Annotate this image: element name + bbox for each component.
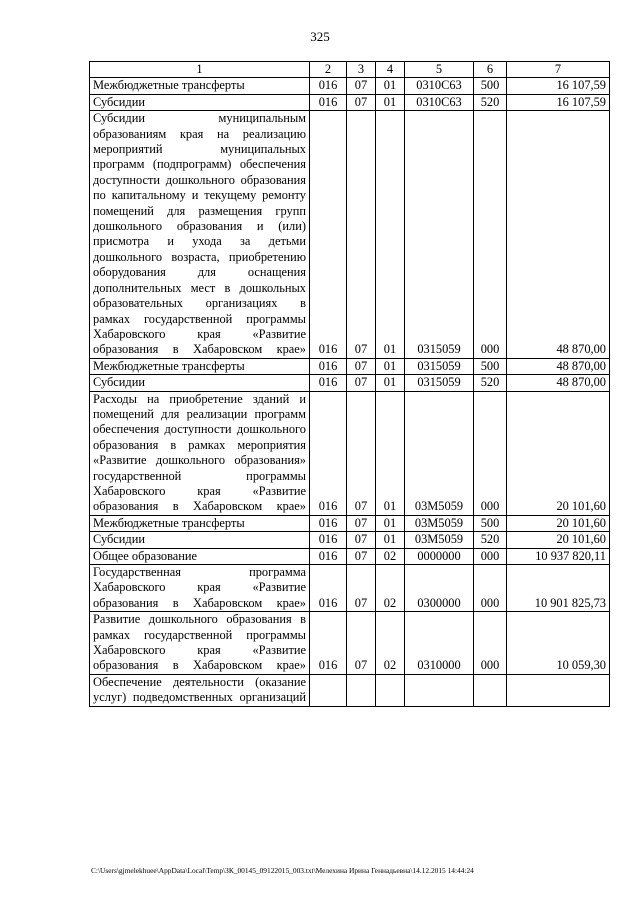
table-row bbox=[90, 548, 610, 564]
row-subsection-cell: 01 bbox=[376, 358, 405, 374]
row-name-cell: Государственная программа Хабаровского края «Развитие образования в Хабаровском крае» bbox=[90, 565, 310, 612]
row-subsection-cell: 01 bbox=[376, 532, 405, 548]
row-amount-cell: 20 101,60 bbox=[507, 515, 610, 531]
row-code-cell: 016 bbox=[310, 612, 347, 675]
row-target-cell: 0315059 bbox=[405, 358, 474, 374]
header-cell: 1 bbox=[90, 62, 310, 78]
row-section-cell: 07 bbox=[347, 94, 376, 110]
row-type-cell: 500 bbox=[474, 515, 507, 531]
row-type-cell: 000 bbox=[474, 391, 507, 515]
row-type-cell: 000 bbox=[474, 612, 507, 675]
row-name-cell: Развитие дошкольного образования в рамках государственной программы Хабаровского края «Развитие образования в Хабаровском крае» bbox=[90, 612, 310, 675]
row-name-cell: Субсидии муниципальным образованиям края на реализацию мероприятий муниципальных программ (подпрограмм) обеспечения доступности дошкольного образования по капитальному и текущему ремонту помещений для размещения групп дошкольного образования и (или) присмотра и ухода за детьми дошкольного возраста, приобретению оборудования для оснащения дополнительных мест в дошкольных образовательных организациях в рамках государственной программы Хабаровского края «Развитие образования в Хабаровском крае» bbox=[90, 111, 310, 359]
row-amount-cell: 48 870,00 bbox=[507, 111, 610, 359]
row-section-cell: 07 bbox=[347, 565, 376, 612]
row-section-cell: 07 bbox=[347, 78, 376, 94]
table-row bbox=[90, 674, 610, 706]
row-type-cell: 520 bbox=[474, 532, 507, 548]
row-type-cell: 520 bbox=[474, 94, 507, 110]
row-subsection-cell: 01 bbox=[376, 515, 405, 531]
row-amount-cell: 10 059,30 bbox=[507, 612, 610, 675]
row-code-cell: 016 bbox=[310, 375, 347, 391]
row-subsection-cell: 01 bbox=[376, 391, 405, 515]
row-amount-cell: 20 101,60 bbox=[507, 391, 610, 515]
row-name-cell: Расходы на приобретение зданий и помещений для реализации программ обеспечения доступности дошкольного образования в рамках мероприятия «Развитие дошкольного образования» государственной программы Хабаровского края «Развитие образования в Хабаровском крае» bbox=[90, 391, 310, 515]
row-section-cell: 07 bbox=[347, 532, 376, 548]
row-target-cell: 0310000 bbox=[405, 612, 474, 675]
table-body bbox=[90, 62, 610, 707]
row-target-cell: 0300000 bbox=[405, 565, 474, 612]
row-subsection-cell: 02 bbox=[376, 565, 405, 612]
row-amount-cell: 10 937 820,11 bbox=[507, 548, 610, 564]
row-subsection-cell: 01 bbox=[376, 111, 405, 359]
row-type-cell: 500 bbox=[474, 78, 507, 94]
header-cell: 2 bbox=[310, 62, 347, 78]
row-amount-cell: 20 101,60 bbox=[507, 532, 610, 548]
table-row bbox=[90, 612, 610, 675]
row-target-cell: 0000000 bbox=[405, 548, 474, 564]
header-cell: 7 bbox=[507, 62, 610, 78]
row-section-cell bbox=[347, 674, 376, 706]
row-name-cell: Межбюджетные трансферты bbox=[90, 515, 310, 531]
header-cell: 3 bbox=[347, 62, 376, 78]
row-target-cell: 0315059 bbox=[405, 375, 474, 391]
row-name-cell: Субсидии bbox=[90, 532, 310, 548]
file-path-footer: C:\Users\gjmelekhuee\AppData\Local\Temp\ЗК_00145_09122015_003.txt\Мелехина Ирина Геннадьевна\14.12.2015 14:44:24 bbox=[91, 866, 474, 875]
row-section-cell: 07 bbox=[347, 375, 376, 391]
row-subsection-cell: 02 bbox=[376, 612, 405, 675]
row-target-cell: 0315059 bbox=[405, 111, 474, 359]
table-row bbox=[90, 358, 610, 374]
row-target-cell: 03М5059 bbox=[405, 391, 474, 515]
header-cell: 5 bbox=[405, 62, 474, 78]
row-subsection-cell: 02 bbox=[376, 548, 405, 564]
row-type-cell: 000 bbox=[474, 111, 507, 359]
row-section-cell: 07 bbox=[347, 391, 376, 515]
row-name-cell: Субсидии bbox=[90, 94, 310, 110]
row-target-cell: 0310С63 bbox=[405, 94, 474, 110]
row-code-cell: 016 bbox=[310, 391, 347, 515]
row-type-cell: 000 bbox=[474, 548, 507, 564]
row-code-cell: 016 bbox=[310, 548, 347, 564]
budget-table bbox=[89, 61, 610, 707]
table-row bbox=[90, 111, 610, 359]
row-name-cell: Межбюджетные трансферты bbox=[90, 358, 310, 374]
row-subsection-cell bbox=[376, 674, 405, 706]
row-code-cell: 016 bbox=[310, 515, 347, 531]
row-section-cell: 07 bbox=[347, 548, 376, 564]
page-number: 325 bbox=[310, 29, 330, 44]
row-code-cell: 016 bbox=[310, 78, 347, 94]
row-amount-cell: 48 870,00 bbox=[507, 375, 610, 391]
table-row bbox=[90, 375, 610, 391]
row-code-cell: 016 bbox=[310, 94, 347, 110]
header-cell: 4 bbox=[376, 62, 405, 78]
row-code-cell: 016 bbox=[310, 565, 347, 612]
row-code-cell bbox=[310, 674, 347, 706]
row-target-cell: 03М5059 bbox=[405, 515, 474, 531]
row-code-cell: 016 bbox=[310, 111, 347, 359]
row-target-cell bbox=[405, 674, 474, 706]
row-name-cell: Общее образование bbox=[90, 548, 310, 564]
row-code-cell: 016 bbox=[310, 358, 347, 374]
row-name-cell: Субсидии bbox=[90, 375, 310, 391]
row-code-cell: 016 bbox=[310, 532, 347, 548]
row-amount-cell: 16 107,59 bbox=[507, 94, 610, 110]
table-row bbox=[90, 94, 610, 110]
row-name-cell: Обеспечение деятельности (оказание услуг) подведомственных организаций bbox=[90, 674, 310, 706]
row-amount-cell bbox=[507, 674, 610, 706]
table-row bbox=[90, 532, 610, 548]
row-subsection-cell: 01 bbox=[376, 78, 405, 94]
row-section-cell: 07 bbox=[347, 612, 376, 675]
row-target-cell: 03М5059 bbox=[405, 532, 474, 548]
header-cell: 6 bbox=[474, 62, 507, 78]
row-type-cell: 520 bbox=[474, 375, 507, 391]
row-subsection-cell: 01 bbox=[376, 375, 405, 391]
row-section-cell: 07 bbox=[347, 358, 376, 374]
row-section-cell: 07 bbox=[347, 515, 376, 531]
row-section-cell: 07 bbox=[347, 111, 376, 359]
row-name-cell: Межбюджетные трансферты bbox=[90, 78, 310, 94]
row-amount-cell: 10 901 825,73 bbox=[507, 565, 610, 612]
row-type-cell: 500 bbox=[474, 358, 507, 374]
table-row bbox=[90, 391, 610, 515]
row-subsection-cell: 01 bbox=[376, 94, 405, 110]
row-type-cell: 000 bbox=[474, 565, 507, 612]
table-row bbox=[90, 78, 610, 94]
row-amount-cell: 16 107,59 bbox=[507, 78, 610, 94]
table-row bbox=[90, 515, 610, 531]
row-type-cell bbox=[474, 674, 507, 706]
row-target-cell: 0310С63 bbox=[405, 78, 474, 94]
header-row bbox=[90, 62, 610, 78]
row-amount-cell: 48 870,00 bbox=[507, 358, 610, 374]
table-row bbox=[90, 565, 610, 612]
